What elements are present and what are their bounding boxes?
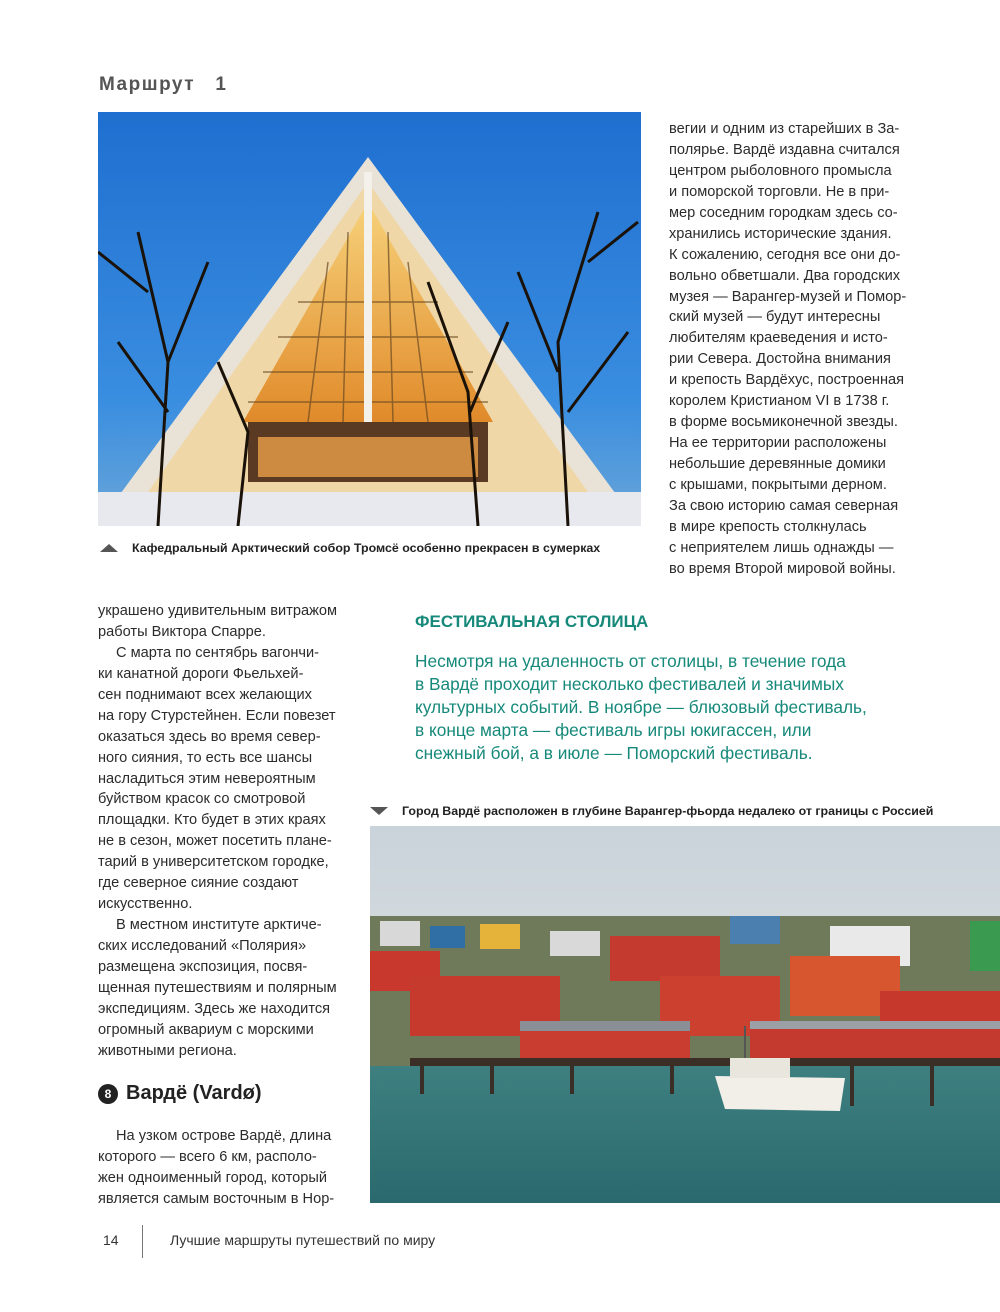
text-line: На узком острове Вардё, длина <box>116 1128 332 1144</box>
text-line: ки канатной дороги Фьельхей- <box>98 665 304 682</box>
text-line: работы Виктора Спарре. <box>98 623 266 640</box>
text-line: снежный бой, а в июле — Поморский фестиваль. <box>415 743 813 763</box>
text-line: в мире крепость столкнулась <box>669 518 867 535</box>
text-line: ских исследований «Полярия» <box>98 938 307 954</box>
text-line: в конце марта — фестиваль игры юкигассен, или <box>415 720 812 740</box>
text-line: где северное сияние создают <box>98 875 299 892</box>
text-line: в Вардё проходит несколько фестивалей и значимых <box>415 674 844 694</box>
section-title: Вардё (Vardø) <box>126 1082 262 1104</box>
text-line: щенная путешествиям и полярным <box>98 979 337 996</box>
text-line: ного сияния, то есть все шансы <box>98 749 313 766</box>
text-line: не в сезон, может посетить плане- <box>98 833 332 850</box>
text-line: рии Севера. Достойна внимания <box>669 351 891 368</box>
text-line: искусственно. <box>98 896 193 913</box>
text-line: огромный аквариум с морскими <box>98 1021 314 1038</box>
route-label: Маршрут 1 <box>99 74 228 95</box>
text-line: вольно обветшали. Два городских <box>669 267 901 284</box>
caption-arrow-down-icon <box>370 807 388 815</box>
text-line: и поморской торговли. Не в при- <box>669 183 890 200</box>
text-line: с крышами, покрытыми дерном. <box>669 476 887 493</box>
left-column-text <box>98 601 337 1062</box>
text-line: небольшие деревянные домики <box>669 456 886 472</box>
text-line: мер соседним городкам здесь со- <box>669 204 898 221</box>
harbor-caption-text: Город Вардё расположен в глубине Варангер-фьорда недалеко от границы с Россией <box>402 804 934 818</box>
caption-arrow-up-icon <box>100 544 118 552</box>
footer-divider <box>142 1225 143 1258</box>
text-line: площадки. Кто будет в этих краях <box>98 812 326 829</box>
festival-text <box>415 650 867 765</box>
cathedral-caption <box>100 541 600 555</box>
text-line: оказаться здесь во время север- <box>98 728 321 745</box>
text-line: королем Кристианом VI в 1738 г. <box>669 393 890 410</box>
text-line: экспедициям. Здесь же находится <box>98 1000 331 1017</box>
harbor-caption <box>370 804 933 818</box>
vardo-harbor-photo <box>370 826 1000 1203</box>
text-line: За свою историю самая северная <box>669 497 899 514</box>
festival-heading: ФЕСТИВАЛЬНАЯ СТОЛИЦА <box>415 612 649 631</box>
section-number-badge: 8 <box>98 1084 118 1104</box>
cathedral-caption-text: Кафедральный Арктический собор Тромсё особенно прекрасен в сумерках <box>132 541 601 555</box>
section-body-text <box>98 1126 334 1210</box>
text-line: жен одноименный город, который <box>98 1169 327 1186</box>
cathedral-photo <box>98 112 641 526</box>
text-line: и крепость Вардёхус, построенная <box>669 372 905 389</box>
right-column-text <box>669 119 906 580</box>
text-line: тарий в университетском городке, <box>98 854 329 871</box>
text-line: животными региона. <box>98 1042 237 1059</box>
text-line: украшено удивительным витражом <box>98 603 337 619</box>
text-line: которого — всего 6 км, располо- <box>98 1148 317 1165</box>
text-line: сен поднимают всех желающих <box>98 686 312 703</box>
text-line: вегии и одним из старейших в За- <box>669 121 900 137</box>
text-line: на гору Стурстейнен. Если повезет <box>98 707 336 724</box>
text-line: является самым восточным в Нор- <box>98 1190 335 1207</box>
text-line: во время Второй мировой войны. <box>669 560 896 577</box>
text-line: хранились исторические здания. <box>669 225 892 242</box>
text-line: насладиться этим невероятным <box>98 770 316 787</box>
text-line: Несмотря на удаленность от столицы, в течение года <box>415 651 846 671</box>
text-line: К сожалению, сегодня все они до- <box>669 246 901 263</box>
text-line: ский музей — будут интересны <box>669 309 881 326</box>
text-line: культурных событий. В ноябре — блюзовый фестиваль, <box>415 697 867 717</box>
text-line: музея — Варангер-музей и Помор- <box>669 288 907 305</box>
text-line: буйством красок со смотровой <box>98 791 306 808</box>
text-line: В местном институте арктиче- <box>116 917 322 934</box>
text-line: С марта по сентябрь вагончи- <box>116 644 319 661</box>
text-line: полярье. Вардё издавна считался <box>669 141 900 158</box>
text-line: На ее территории расположены <box>669 435 887 452</box>
section-heading <box>98 1082 262 1105</box>
page-number: 14 <box>103 1232 119 1248</box>
text-line: любителям краеведения и исто- <box>669 330 888 347</box>
text-line: центром рыболовного промысла <box>669 162 892 179</box>
book-title: Лучшие маршруты путешествий по миру <box>170 1232 436 1248</box>
text-line: с неприятелем лишь однажды — <box>669 539 894 556</box>
text-line: в форме восьмиконечной звезды. <box>669 414 898 431</box>
text-line: размещена экспозиция, посвя- <box>98 958 308 975</box>
